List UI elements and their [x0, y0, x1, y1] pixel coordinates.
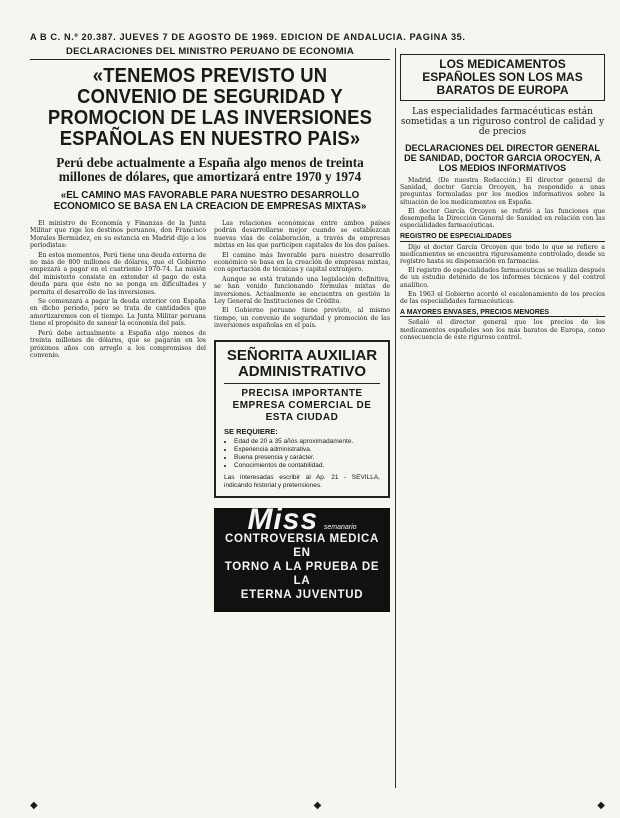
- paragraph: Se comenzará a pagar la deuda exterior con España en dicho período, pero se trata de cantidades que amortizaremos con el tiempo. La Junta Militar peruana tiene el propósito de sanear la economía del país.: [30, 298, 206, 328]
- right-headline: LOS MEDICAMENTOS ESPAÑOLES SON LOS MAS BARATOS DE EUROPA: [400, 54, 605, 101]
- paragraph: Madrid. (De nuestra Redacción.) El director general de Sanidad, doctor García Orcoyen, ha respondido a unas preguntas formuladas por los medios informativos sobre la situación de los medicamentos en España.: [400, 177, 605, 206]
- ad-tag: semanario: [323, 523, 357, 531]
- ad-requirements: [224, 438, 380, 470]
- paragraph: El camino más favorable para nuestro desarrollo económico se basa en la creación de empresas mixtas, con aportación de técnicas y capital extranjero.: [214, 251, 390, 274]
- section-heading: A MAYORES ENVASES, PRECIOS MENORES: [400, 309, 605, 317]
- bottom-marks: [30, 800, 605, 811]
- ad-subtitle: PRECISA IMPORTANTE EMPRESA COMERCIAL DE ESTA CIUDAD: [232, 387, 372, 423]
- paragraph: El registro de especialidades farmacéuticas se realiza después de un estudio detenido de los informes técnicos y del control analítico.: [400, 267, 605, 289]
- right-deck: Las especialidades farmacéuticas están sometidas a un riguroso control de calidad y de precios: [400, 107, 605, 137]
- ornament-icon: ◆: [597, 800, 605, 811]
- list-item: • Conocimientos de contabilidad.: [234, 462, 380, 470]
- paragraph: Las relaciones económicas entre ambos países podrán desarrollarse mejor cuando se establezcan nuevas vías de colaboración, a través de empresas mixtas en las que participen capitales de los dos países.: [214, 220, 390, 250]
- paragraph: En estos momentos, Perú tiene una deuda externa de no más de 800 millones de dólares, que el Gobierno empezará a pagar en el cuatrienio 1970-74. La misión del ministerio consiste en extender el pago de esta deuda para que éste no se ponga en dificultades y permita el desarrollo de las inversiones.: [30, 251, 206, 296]
- ad-line: TORNO A LA PRUEBA DE LA: [224, 560, 380, 587]
- paragraph: Aunque se está tratando una legislación definitiva, se han venido funcionando fórmulas mixtas de inversiones. Actualmente se encuentra en gestión la Ley General de Instituciones de Crédito.: [214, 275, 390, 306]
- list-item: • Experiencia administrativa.: [234, 446, 380, 454]
- ad-title: SEÑORITA AUXILIAR ADMINISTRATIVO: [224, 348, 380, 384]
- classified-ad: [214, 340, 390, 498]
- ornament-icon: ◆: [30, 800, 38, 811]
- paragraph: El Gobierno peruano tiene previsto, al mismo tiempo, un convenio de seguridad y promoción de las inversiones españolas en el país.: [214, 307, 390, 330]
- masthead: A B C. N.º 20.387. JUEVES 7 DE AGOSTO DE 1969. EDICION DE ANDALUCIA. PAGINA 35.: [30, 32, 466, 42]
- right-body: [400, 177, 605, 341]
- article-columns: [30, 220, 390, 612]
- ad-requirements-label: SE REQUIERE:: [224, 426, 278, 436]
- pull-quote: «EL CAMINO MAS FAVORABLE PARA NUESTRO DESARROLLO ECONOMICO SE BASA EN LA CREACION DE EMPRESAS MIXTAS»: [53, 190, 367, 212]
- list-item: • Buena presencia y carácter.: [234, 454, 380, 462]
- section-heading: REGISTRO DE ESPECIALIDADES: [400, 233, 605, 241]
- list-item: • Edad de 20 a 35 años aproximadamente.: [234, 438, 380, 446]
- right-subhead: DECLARACIONES DEL DIRECTOR GENERAL DE SANIDAD, DOCTOR GARCIA OROCYEN, A LOS MEDIOS INFORMATIVOS: [404, 143, 601, 173]
- kicker: DECLARACIONES DEL MINISTRO PERUANO DE ECONOMIA: [30, 46, 390, 60]
- left-column: [30, 46, 390, 806]
- column-divider: [395, 48, 396, 788]
- article-column-2: [214, 220, 390, 612]
- paragraph: Perú debe actualmente a España algo menos de treinta millones de dólares, que se pagarán en los próximos años con arreglo a los compromisos del convenio.: [30, 329, 206, 359]
- article-column-1: [30, 220, 206, 612]
- paragraph: El ministro de Economía y Finanzas de la Junta Militar que rige los destinos peruanos, don Francisco Morales Bermúdez, en su estancia en Madrid dijo a los periodistas:: [30, 220, 206, 250]
- paragraph: El doctor García Orcoyen se refirió a las funciones que desempeña la Dirección General de Sanidad en relación con las especialidades farmacéuticas.: [400, 207, 605, 230]
- paragraph: Señaló el director general que los precios de los medicamentos españoles son los más baratos de Europa, como consecuencia de este riguroso control.: [400, 319, 605, 341]
- miss-magazine-ad: [214, 503, 390, 611]
- subheadline: Perú debe actualmente a España algo menos de treinta millones de dólares, que amortizará entre 1970 y 1974: [56, 155, 364, 184]
- ornament-icon: ◆: [313, 800, 322, 811]
- paragraph: Dijo el doctor García Orcoyen que todo lo que se refiere a medicamentos se encuentra rigurosamente controlado, desde su registro hasta su dispensación en farmacias.: [400, 243, 605, 266]
- ad-line: CONTROVERSIA MEDICA EN: [224, 532, 380, 559]
- paragraph: En 1963 el Gobierno acordó el escalonamiento de los precios de las especialidades farmacéuticas.: [400, 290, 605, 306]
- ad-brand: Miss: [247, 503, 319, 537]
- ad-footer: Las interesadas escribir al Ap. 21 - SEVILLA, indicando historial y pretensiones.: [224, 474, 380, 490]
- main-headline: «TENEMOS PREVISTO UN CONVENIO DE SEGURIDAD Y PROMOCION DE LAS INVERSIONES ESPAÑOLAS EN NUESTRO PAIS»: [47, 65, 373, 150]
- ad-line: ETERNA JUVENTUD: [240, 588, 364, 601]
- right-column: [400, 46, 605, 806]
